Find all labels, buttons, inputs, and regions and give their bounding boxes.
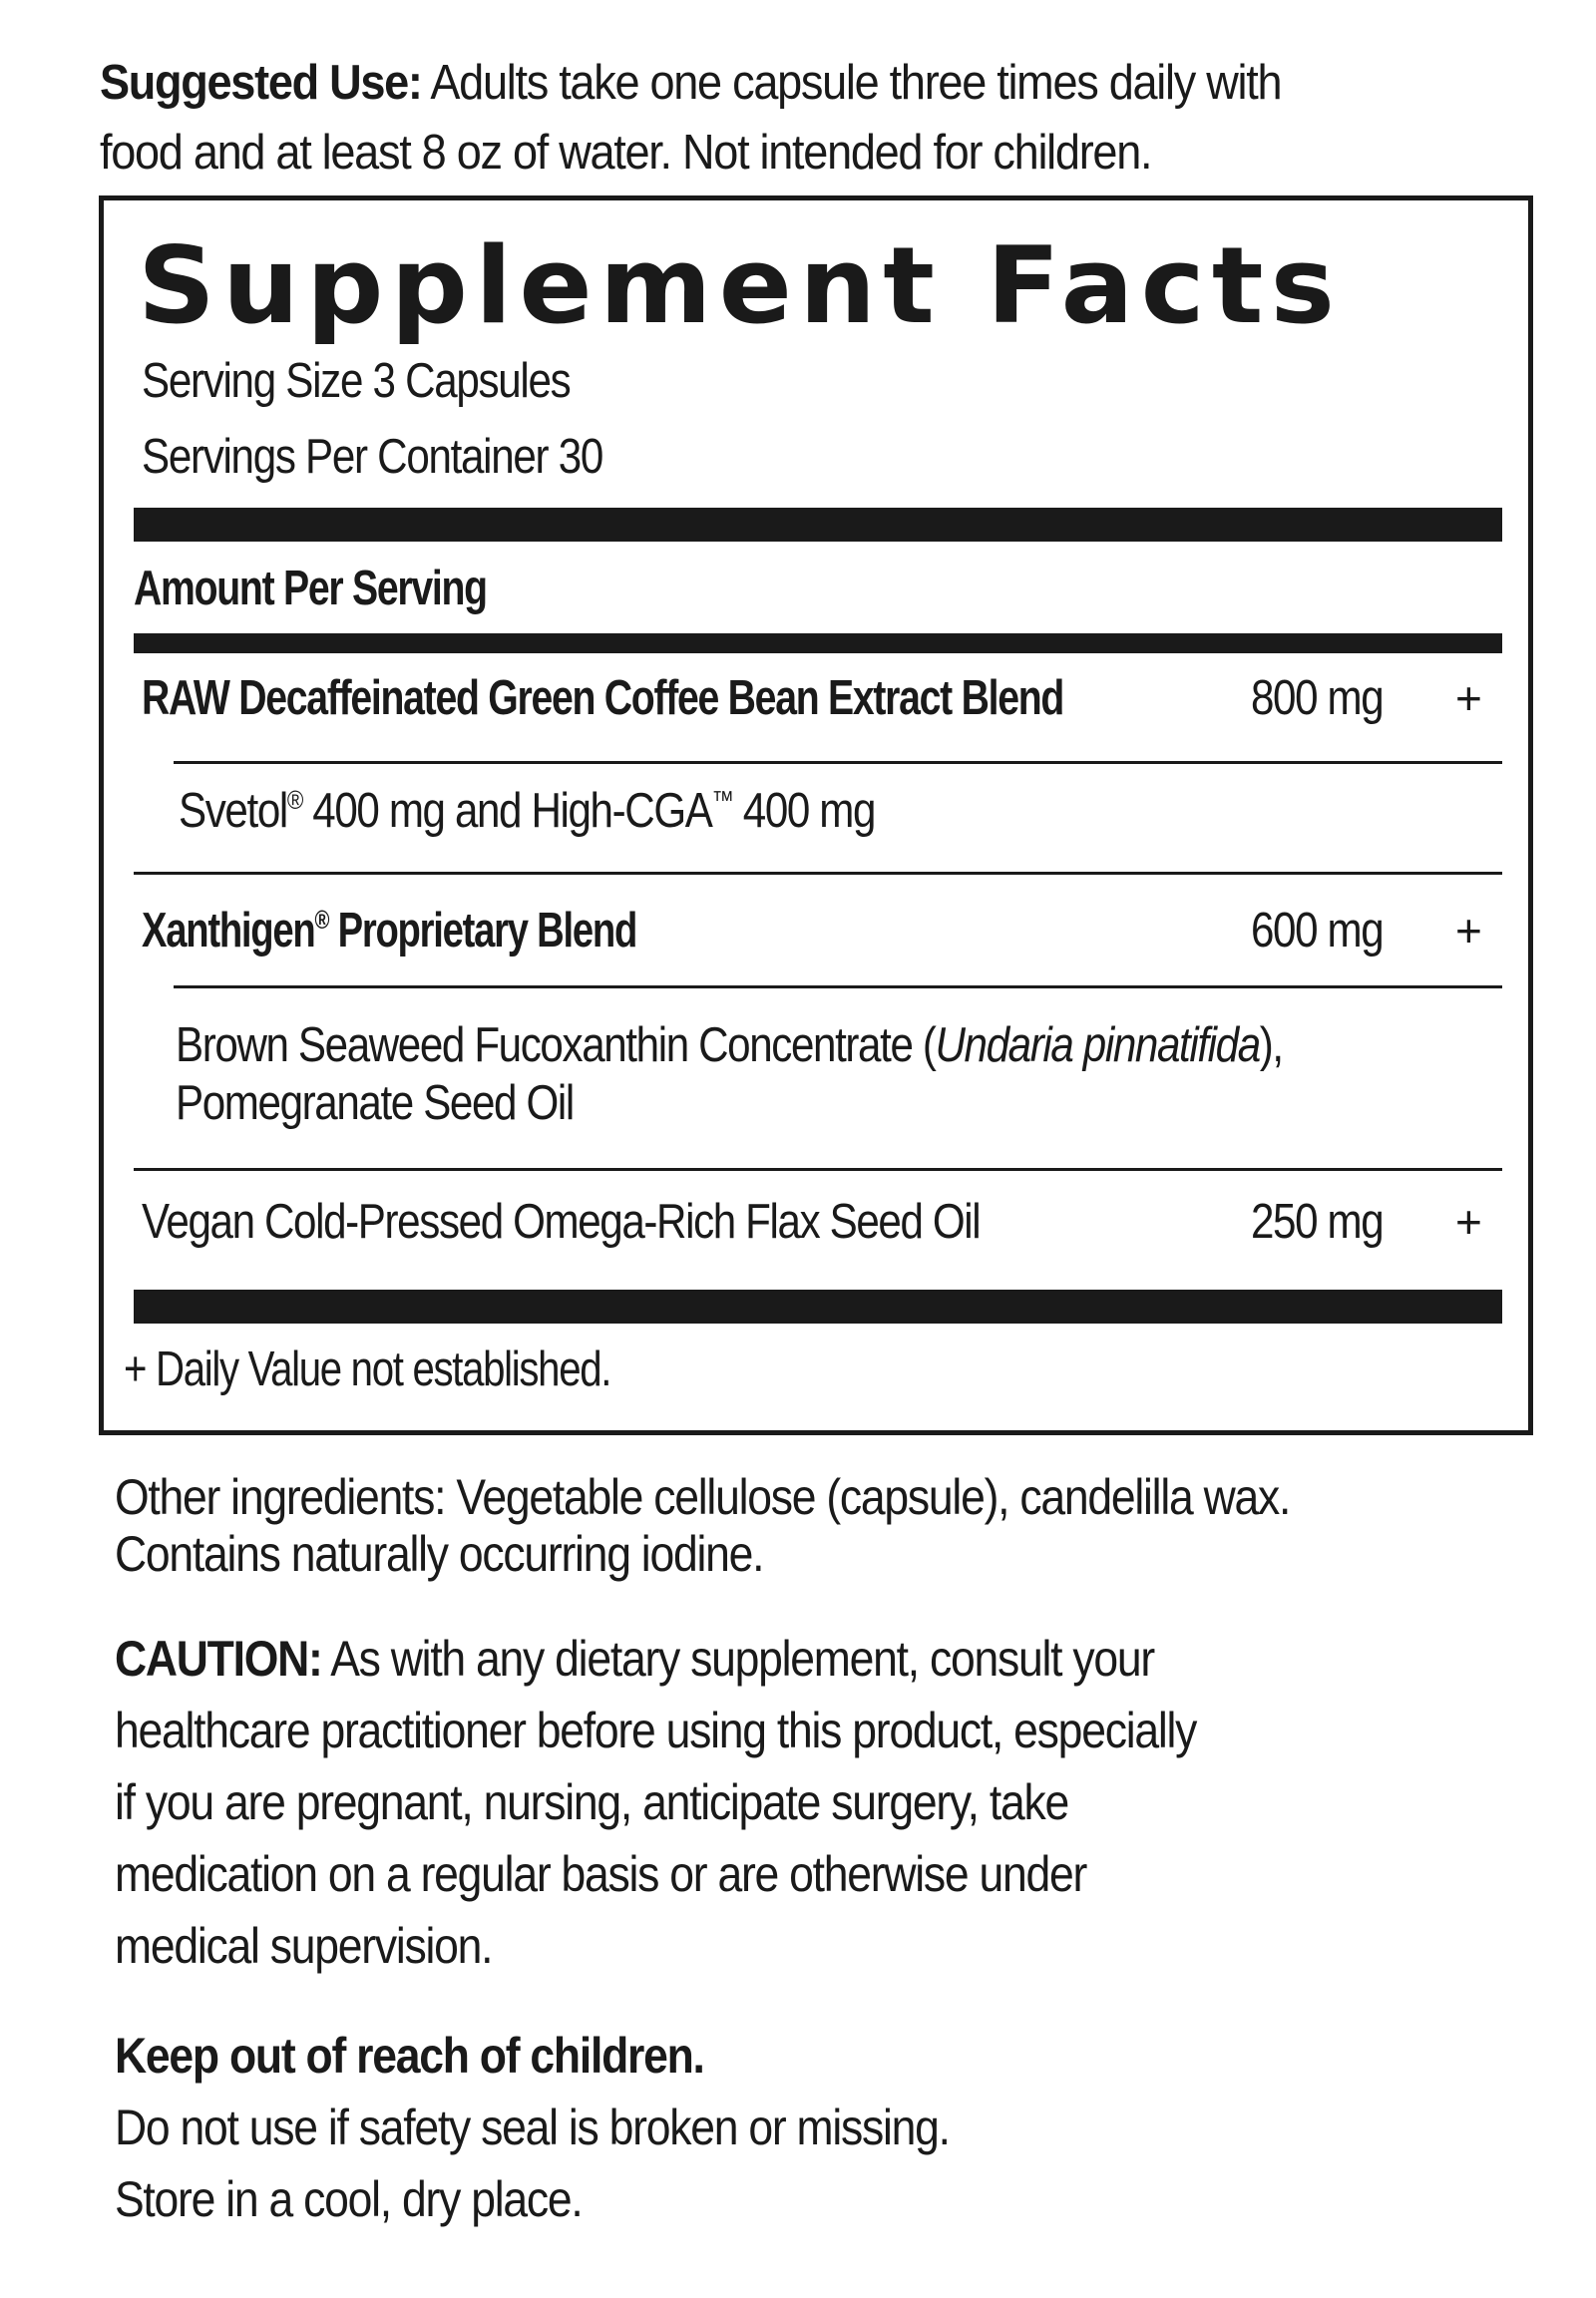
ingredient-flax-dv: +	[1455, 1196, 1482, 1248]
caution-label: CAUTION:	[115, 1631, 322, 1687]
keep-out-of-reach-heading: Keep out of reach of children.	[115, 2028, 704, 2084]
safety-seal-warning: Do not use if safety seal is broken or missing.	[115, 2100, 950, 2155]
caution-text-1: As with any dietary supplement, consult your	[321, 1631, 1154, 1687]
ingredient-xanthigen-detail-2: Pomegranate Seed Oil	[176, 1076, 574, 1130]
caution-text-4: medication on a regular basis or are otherwise under	[115, 1846, 1087, 1902]
facts-title: Supplement Facts	[138, 224, 1343, 347]
thick-divider-bottom	[134, 1290, 1502, 1324]
medium-divider	[134, 633, 1502, 653]
caution-text-2: healthcare practitioner before using this product, especially	[115, 1703, 1197, 1758]
registered-mark: ®	[286, 785, 302, 815]
xanthigen-detail: Proprietary Blend	[328, 904, 637, 958]
other-ingredients	[115, 1469, 1446, 1583]
suggested-use	[100, 48, 1421, 188]
serving-size: Serving Size 3 Capsules	[142, 354, 571, 408]
other-ingredients-line1: Other ingredients: Vegetable cellulose (capsule), candelilla wax.	[115, 1469, 1291, 1525]
fucoxanthin-close: ),	[1259, 1018, 1283, 1072]
amount-per-serving-header: Amount Per Serving	[134, 562, 487, 615]
suggested-use-label: Suggested Use:	[100, 56, 422, 110]
caution-line1	[115, 1623, 1446, 1695]
daily-value-footnote: + Daily Value not established.	[124, 1342, 611, 1396]
xanthigen-label: Xanthigen	[142, 904, 315, 958]
row-divider	[134, 872, 1502, 875]
caution-text-5: medical supervision.	[115, 1918, 493, 1974]
supplement-facts-panel	[99, 195, 1533, 1435]
ingredient-green-coffee-detail	[179, 782, 875, 840]
ingredient-green-coffee-name: RAW Decaffeinated Green Coffee Bean Extract Blend	[142, 671, 1064, 725]
storage-instructions	[115, 2020, 1446, 2235]
ingredient-xanthigen-amount: 600 mg	[1251, 904, 1384, 958]
thick-divider-top	[134, 508, 1502, 542]
caution-text-3: if you are pregnant, nursing, anticipate surgery, take	[115, 1774, 1068, 1830]
row-divider	[174, 761, 1502, 764]
ingredient-green-coffee-amount: 800 mg	[1251, 671, 1384, 725]
ingredient-green-coffee-dv: +	[1455, 672, 1482, 724]
suggested-use-text-1: Adults take one capsule three times daily with	[421, 56, 1282, 110]
row-divider	[134, 1168, 1502, 1171]
ingredient-flax-name: Vegan Cold-Pressed Omega-Rich Flax Seed Oil	[142, 1195, 981, 1249]
ingredient-xanthigen-name	[142, 902, 636, 959]
row-divider	[174, 985, 1502, 988]
svetol-detail: 400 mg and High-CGA	[301, 784, 712, 838]
trademark-mark: ™	[711, 785, 733, 815]
species-name: Undaria pinnatifida	[935, 1018, 1260, 1072]
ingredient-flax-amount: 250 mg	[1251, 1195, 1384, 1249]
other-ingredients-line2: Contains naturally occurring iodine.	[115, 1526, 764, 1582]
svetol-label: Svetol	[179, 784, 287, 838]
ingredient-xanthigen-dv: +	[1455, 905, 1482, 957]
high-cga-amount: 400 mg	[732, 784, 876, 838]
ingredient-xanthigen-detail-1	[176, 1016, 1283, 1074]
suggested-use-line1	[100, 48, 1421, 118]
storage-note: Store in a cool, dry place.	[115, 2171, 583, 2227]
registered-mark: ®	[314, 905, 329, 935]
servings-per-container: Servings Per Container 30	[142, 430, 602, 484]
fucoxanthin-text: Brown Seaweed Fucoxanthin Concentrate (	[176, 1018, 936, 1072]
caution-statement	[115, 1623, 1446, 1982]
suggested-use-text-2: food and at least 8 oz of water. Not intended for children.	[100, 126, 1152, 180]
